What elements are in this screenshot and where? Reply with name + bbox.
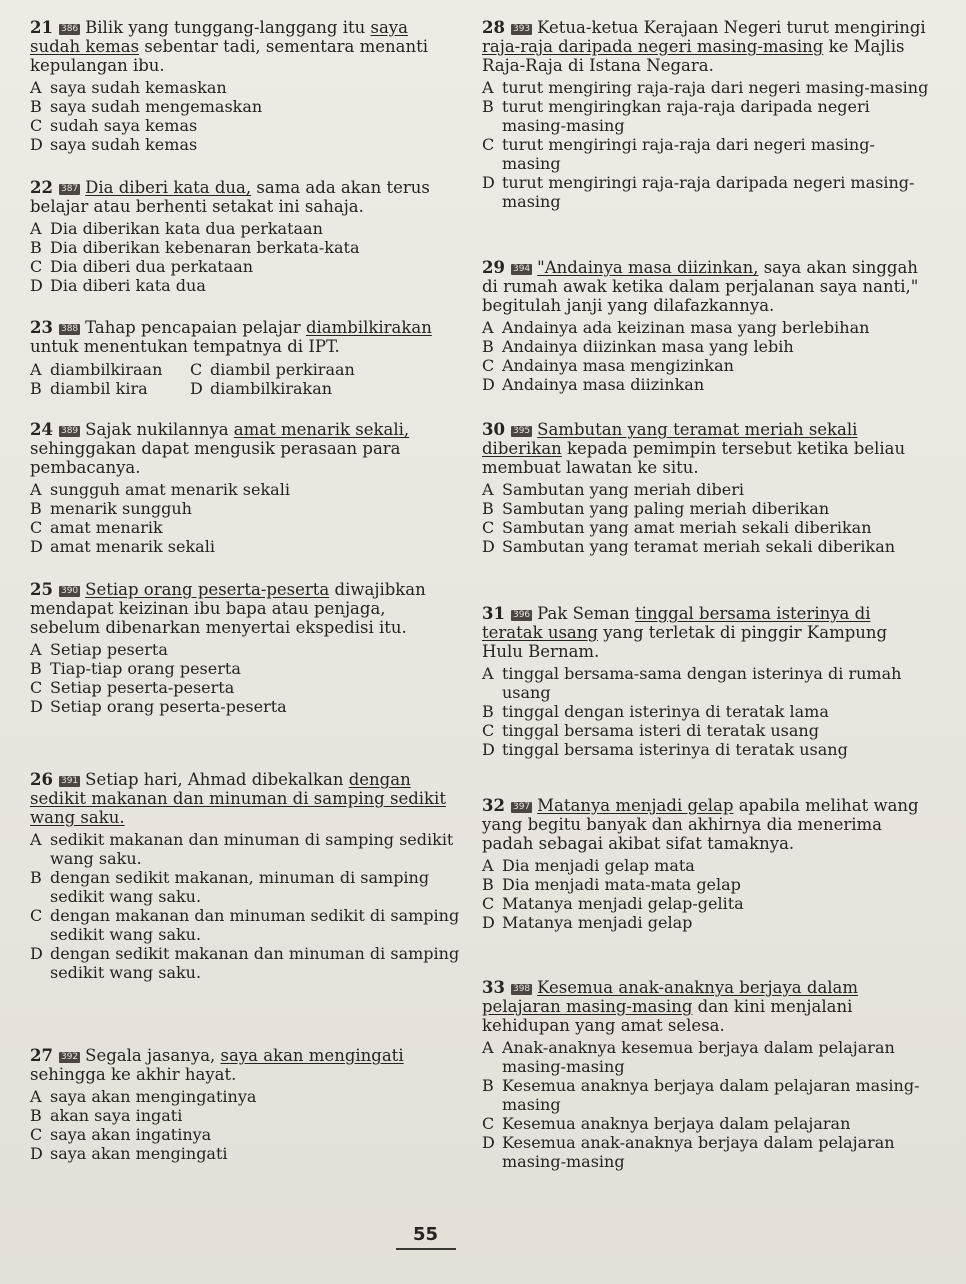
answer-option-c[interactable] [30, 1125, 460, 1144]
option-letter: D [482, 375, 495, 394]
option-letter: C [30, 678, 43, 697]
option-text: sudah saya kemas [50, 116, 198, 135]
answer-option-d[interactable] [482, 913, 932, 932]
answer-option-c[interactable] [482, 721, 932, 740]
answer-option-b[interactable] [30, 379, 190, 398]
stem-text-before: Setiap hari, Ahmad dibekalkan [85, 770, 349, 789]
question-code-tag: 388 [60, 324, 79, 334]
question-number: 27 [30, 1046, 53, 1065]
answer-option-a[interactable] [30, 360, 190, 379]
answer-option-b[interactable] [30, 1106, 460, 1125]
answer-option-c[interactable] [30, 518, 460, 537]
answer-option-c[interactable] [482, 1114, 932, 1133]
answer-option-a[interactable] [30, 219, 460, 238]
question-stem [482, 258, 932, 315]
option-letter: C [482, 894, 495, 913]
answer-option-c[interactable] [482, 894, 932, 913]
option-letter: A [482, 78, 494, 97]
answer-option-d[interactable] [190, 379, 460, 398]
option-text: diambilkirakan [210, 379, 333, 398]
answer-options [30, 640, 460, 716]
answer-option-c[interactable] [482, 518, 932, 537]
option-letter: C [482, 1114, 495, 1133]
question-number: 22 [30, 178, 53, 197]
option-text: tinggal bersama-sama dengan isterinya di rumah usang [502, 664, 902, 702]
option-letter: C [190, 360, 203, 379]
option-letter: B [482, 499, 494, 518]
question-33 [482, 978, 932, 1171]
question-number: 30 [482, 420, 505, 439]
answer-option-c[interactable] [30, 906, 460, 944]
stem-text-before: Bilik yang tunggang-langgang itu [85, 18, 371, 37]
question-25 [30, 580, 460, 716]
option-text: saya akan ingatinya [50, 1125, 212, 1144]
question-stem [482, 420, 932, 477]
answer-option-a[interactable] [30, 640, 460, 659]
option-letter: B [30, 379, 42, 398]
option-text: akan saya ingati [50, 1106, 183, 1125]
answer-option-b[interactable] [482, 499, 932, 518]
option-letter: D [30, 1144, 43, 1163]
option-letter: A [30, 640, 42, 659]
question-31 [482, 604, 932, 759]
question-code-tag: 396 [512, 610, 531, 620]
question-stem [30, 420, 460, 477]
stem-underlined-phrase: dengan sedikit makanan dan minuman di samping sedikit wang saku. [30, 770, 446, 827]
question-stem [30, 580, 460, 637]
option-text: Matanya menjadi gelap-gelita [502, 894, 744, 913]
option-letter: C [30, 116, 43, 135]
answer-options [482, 856, 932, 932]
question-code-tag: 395 [512, 426, 531, 436]
option-letter: B [30, 97, 42, 116]
option-text: Tiap-tiap orang peserta [50, 659, 241, 678]
answer-options [30, 1087, 460, 1163]
stem-underlined-phrase: tinggal bersama isterinya di teratak usang [482, 604, 871, 642]
question-code-tag: 387 [60, 184, 79, 194]
option-letter: D [190, 379, 203, 398]
option-text: dengan makanan dan minuman sedikit di samping sedikit wang saku. [50, 906, 460, 944]
option-letter: A [482, 480, 494, 499]
answer-option-b[interactable] [30, 499, 460, 518]
answer-option-c[interactable] [190, 360, 460, 379]
answer-option-a[interactable] [482, 856, 932, 875]
question-stem [482, 796, 932, 853]
question-code-tag: 389 [60, 426, 79, 436]
stem-text-before: Pak Seman [537, 604, 636, 623]
answer-option-d[interactable] [30, 1144, 460, 1163]
option-text: tinggal bersama isteri di teratak usang [502, 721, 819, 740]
option-text: dengan sedikit makanan dan minuman di samping sedikit wang saku. [50, 944, 460, 982]
option-text: saya sudah kemaskan [50, 78, 227, 97]
stem-underlined-phrase: Sambutan yang teramat meriah sekali diberikan [482, 420, 858, 458]
question-stem [30, 18, 460, 75]
answer-options [482, 78, 932, 211]
answer-option-c[interactable] [30, 678, 460, 697]
question-stem [482, 604, 932, 661]
answer-option-a[interactable] [30, 1087, 460, 1106]
option-text: Dia diberikan kata dua perkataan [50, 219, 323, 238]
answer-option-a[interactable] [30, 480, 460, 499]
stem-underlined-phrase: amat menarik sekali, [233, 420, 410, 439]
option-letter: D [30, 276, 43, 295]
option-letter: B [30, 238, 42, 257]
question-24 [30, 420, 460, 556]
option-text: Setiap orang peserta-peserta [50, 697, 287, 716]
option-letter: C [482, 135, 495, 154]
question-stem [482, 18, 932, 75]
stem-text-after: ke Majlis Raja-Raja di Istana Negara. [482, 37, 905, 75]
option-text: Dia diberi kata dua [50, 276, 206, 295]
answer-option-d[interactable] [482, 537, 932, 556]
option-text: saya akan mengingati [50, 1144, 228, 1163]
option-letter: C [30, 518, 43, 537]
stem-text-after: dan kini menjalani kehidupan yang amat selesa. [482, 997, 853, 1035]
answer-option-c[interactable] [482, 135, 932, 173]
option-text: amat menarik sekali [50, 537, 215, 556]
question-27 [30, 1046, 460, 1163]
answer-option-b[interactable] [482, 875, 932, 894]
stem-text-after: sehingga ke akhir hayat. [30, 1065, 237, 1084]
option-text: sedikit makanan dan minuman di samping sedikit wang saku. [50, 830, 454, 868]
option-letter: C [30, 1125, 43, 1144]
question-number: 33 [482, 978, 505, 997]
question-stem [30, 770, 460, 827]
answer-option-b[interactable] [30, 238, 460, 257]
option-letter: D [30, 537, 43, 556]
option-letter: B [30, 659, 42, 678]
option-letter: C [482, 518, 495, 537]
option-letter: C [30, 257, 43, 276]
stem-text-after: sebentar tadi, sementara menanti kepulangan ibu. [30, 37, 429, 75]
option-text: Anak-anaknya kesemua berjaya dalam pelajaran masing-masing [502, 1038, 895, 1076]
question-number: 23 [30, 318, 53, 337]
stem-underlined-phrase: Dia diberi kata dua, [85, 178, 252, 197]
option-text: Setiap peserta-peserta [50, 678, 235, 697]
option-text: diambil kira [50, 379, 148, 398]
answer-option-a[interactable] [482, 78, 932, 97]
question-number: 25 [30, 580, 53, 599]
answer-option-a[interactable] [30, 830, 460, 868]
question-code-tag: 390 [60, 586, 79, 596]
question-26 [30, 770, 460, 982]
option-letter: D [30, 697, 43, 716]
answer-option-b[interactable] [30, 659, 460, 678]
option-letter: A [30, 360, 42, 379]
answer-options [30, 78, 460, 154]
page-number-underline [396, 1248, 456, 1250]
option-text: turut mengiringkan raja-raja daripada negeri masing-masing [502, 97, 870, 135]
question-23 [30, 318, 460, 398]
stem-text-after: yang terletak di pinggir Kampung Hulu Bernam. [482, 623, 888, 661]
option-text: tinggal bersama isterinya di teratak usang [502, 740, 848, 759]
option-letter: A [482, 318, 494, 337]
question-code-tag: 398 [512, 984, 531, 994]
stem-text-after: diwajibkan mendapat keizinan ibu bapa atau penjaga, sebelum dibenarkan menyertai ekspedisi itu. [30, 580, 426, 637]
answer-option-a[interactable] [30, 78, 460, 97]
answer-option-a[interactable] [482, 664, 932, 702]
option-letter: D [482, 1133, 495, 1152]
stem-text-after: sama ada akan terus belajar atau berhenti setakat ini sahaja. [30, 178, 430, 216]
answer-option-c[interactable] [30, 257, 460, 276]
option-letter: D [482, 913, 495, 932]
answer-option-b[interactable] [482, 702, 932, 721]
stem-underlined-phrase: Matanya menjadi gelap [537, 796, 734, 815]
option-letter: A [30, 78, 42, 97]
option-text: Dia menjadi mata-mata gelap [502, 875, 741, 894]
answer-option-d[interactable] [30, 537, 460, 556]
option-letter: B [482, 97, 494, 116]
stem-text-before: Ketua-ketua Kerajaan Negeri turut mengiringi [537, 18, 926, 37]
option-text: amat menarik [50, 518, 163, 537]
option-text: Setiap peserta [50, 640, 168, 659]
answer-option-b[interactable] [482, 337, 932, 356]
option-text: turut mengiringi raja-raja daripada negeri masing-masing [502, 173, 915, 211]
answer-option-d[interactable] [482, 740, 932, 759]
answer-options [30, 219, 460, 295]
question-stem [482, 978, 932, 1035]
answer-options [30, 360, 460, 398]
answer-option-d[interactable] [30, 697, 460, 716]
stem-text-before: Tahap pencapaian pelajar [85, 318, 306, 337]
question-number: 26 [30, 770, 53, 789]
option-text: saya sudah mengemaskan [50, 97, 263, 116]
answer-option-d[interactable] [482, 375, 932, 394]
stem-text-before: Segala jasanya, [85, 1046, 221, 1065]
answer-option-b[interactable] [30, 97, 460, 116]
option-text: turut mengiringi raja-raja dari negeri masing-masing [502, 135, 875, 173]
option-letter: A [30, 219, 42, 238]
answer-option-b[interactable] [30, 868, 460, 906]
option-text: Dia menjadi gelap mata [502, 856, 695, 875]
option-text: Sambutan yang amat meriah sekali diberikan [502, 518, 872, 537]
option-letter: A [30, 830, 42, 849]
option-text: Andainya diizinkan masa yang lebih [502, 337, 794, 356]
question-32 [482, 796, 932, 932]
option-letter: C [30, 906, 43, 925]
question-number: 31 [482, 604, 505, 623]
answer-option-b[interactable] [482, 97, 932, 135]
option-text: Dia diberi dua perkataan [50, 257, 254, 276]
option-text: diambil perkiraan [210, 360, 355, 379]
option-letter: B [482, 875, 494, 894]
option-text: turut mengiring raja-raja dari negeri masing-masing [502, 78, 929, 97]
option-letter: D [30, 944, 43, 963]
answer-options [482, 318, 932, 394]
option-letter: A [30, 480, 42, 499]
stem-text-after: kepada pemimpin tersebut ketika beliau membuat lawatan ke situ. [482, 439, 906, 477]
option-text: Kesemua anaknya berjaya dalam pelajaran [502, 1114, 851, 1133]
answer-option-d[interactable] [482, 173, 932, 211]
stem-text-after: apabila melihat wang yang begitu banyak dan akhirnya dia menerima padah sebagai akibat sifat tamaknya. [482, 796, 919, 853]
option-text: Kesemua anaknya berjaya dalam pelajaran masing-masing [502, 1076, 920, 1114]
option-text: saya sudah kemas [50, 135, 198, 154]
option-letter: B [482, 1076, 494, 1095]
option-text: Andainya ada keizinan masa yang berlebihan [502, 318, 870, 337]
answer-option-c[interactable] [30, 116, 460, 135]
option-letter: A [482, 856, 494, 875]
option-text: tinggal dengan isterinya di teratak lama [502, 702, 829, 721]
answer-option-a[interactable] [482, 1038, 932, 1076]
question-number: 32 [482, 796, 505, 815]
question-30 [482, 420, 932, 556]
option-text: sungguh amat menarik sekali [50, 480, 290, 499]
stem-text-after: sehinggakan dapat mengusik perasaan para pembacanya. [30, 439, 401, 477]
option-letter: A [30, 1087, 42, 1106]
question-code-tag: 391 [60, 776, 79, 786]
option-text: Sambutan yang teramat meriah sekali diberikan [502, 537, 896, 556]
stem-text-after: untuk menentukan tempatnya di IPT. [30, 337, 340, 356]
question-code-tag: 393 [512, 24, 531, 34]
question-29 [482, 258, 932, 394]
option-text: saya akan mengingatinya [50, 1087, 257, 1106]
stem-text-before: Sajak nukilannya [85, 420, 234, 439]
question-stem [30, 318, 460, 356]
stem-underlined-phrase: diambilkirakan [305, 318, 432, 337]
question-stem [30, 178, 460, 216]
option-letter: B [30, 1106, 42, 1125]
option-letter: D [482, 740, 495, 759]
option-letter: B [30, 499, 42, 518]
option-letter: C [482, 356, 495, 375]
stem-underlined-phrase: saya sudah kemas [30, 18, 408, 56]
option-letter: D [482, 537, 495, 556]
answer-option-d[interactable] [482, 1133, 932, 1171]
option-letter: A [482, 1038, 494, 1057]
question-21 [30, 18, 460, 154]
answer-option-d[interactable] [30, 276, 460, 295]
question-28 [482, 18, 932, 211]
question-stem [30, 1046, 460, 1084]
option-letter: C [482, 721, 495, 740]
answer-option-a[interactable] [482, 318, 932, 337]
question-code-tag: 397 [512, 802, 531, 812]
answer-options [30, 830, 460, 982]
option-text: menarik sungguh [50, 499, 192, 518]
question-code-tag: 394 [512, 264, 531, 274]
option-text: Sambutan yang paling meriah diberikan [502, 499, 830, 518]
option-text: Kesemua anak-anaknya berjaya dalam pelajaran masing-masing [502, 1133, 895, 1171]
answer-options [482, 480, 932, 556]
answer-option-a[interactable] [482, 480, 932, 499]
answer-option-c[interactable] [482, 356, 932, 375]
question-number: 29 [482, 258, 505, 277]
answer-option-d[interactable] [30, 135, 460, 154]
answer-options [482, 664, 932, 759]
question-number: 24 [30, 420, 53, 439]
stem-underlined-phrase: raja-raja daripada negeri masing-masing [482, 37, 824, 56]
question-code-tag: 386 [60, 24, 79, 34]
option-letter: B [482, 337, 494, 356]
answer-option-d[interactable] [30, 944, 460, 982]
option-text: Andainya masa diizinkan [502, 375, 705, 394]
option-letter: B [482, 702, 494, 721]
answer-options [30, 480, 460, 556]
answer-options [482, 1038, 932, 1171]
option-text: Dia diberikan kebenaran berkata-kata [50, 238, 360, 257]
stem-text-after: saya akan singgah di rumah awak ketika dalam perjalanan saya nanti," begitulah janji yang dilafazkannya. [482, 258, 919, 315]
question-number: 28 [482, 18, 505, 37]
stem-underlined-phrase: Kesemua anak-anaknya berjaya dalam pelajaran masing-masing [482, 978, 859, 1016]
option-text: Sambutan yang meriah diberi [502, 480, 744, 499]
page-number: 55 [413, 1224, 439, 1245]
question-code-tag: 392 [60, 1052, 79, 1062]
answer-option-b[interactable] [482, 1076, 932, 1114]
stem-underlined-phrase: saya akan mengingati [220, 1046, 404, 1065]
question-number: 21 [30, 18, 53, 37]
option-letter: A [482, 664, 494, 683]
option-text: dengan sedikit makanan, minuman di samping sedikit wang saku. [50, 868, 430, 906]
stem-underlined-phrase: "Andainya masa diizinkan, [537, 258, 759, 277]
option-letter: D [30, 135, 43, 154]
option-letter: D [482, 173, 495, 192]
stem-underlined-phrase: Setiap orang peserta-peserta [85, 580, 330, 599]
question-22 [30, 178, 460, 295]
option-text: Matanya menjadi gelap [502, 913, 693, 932]
option-text: Andainya masa mengizinkan [502, 356, 734, 375]
option-text: diambilkiraan [50, 360, 163, 379]
option-letter: B [30, 868, 42, 887]
